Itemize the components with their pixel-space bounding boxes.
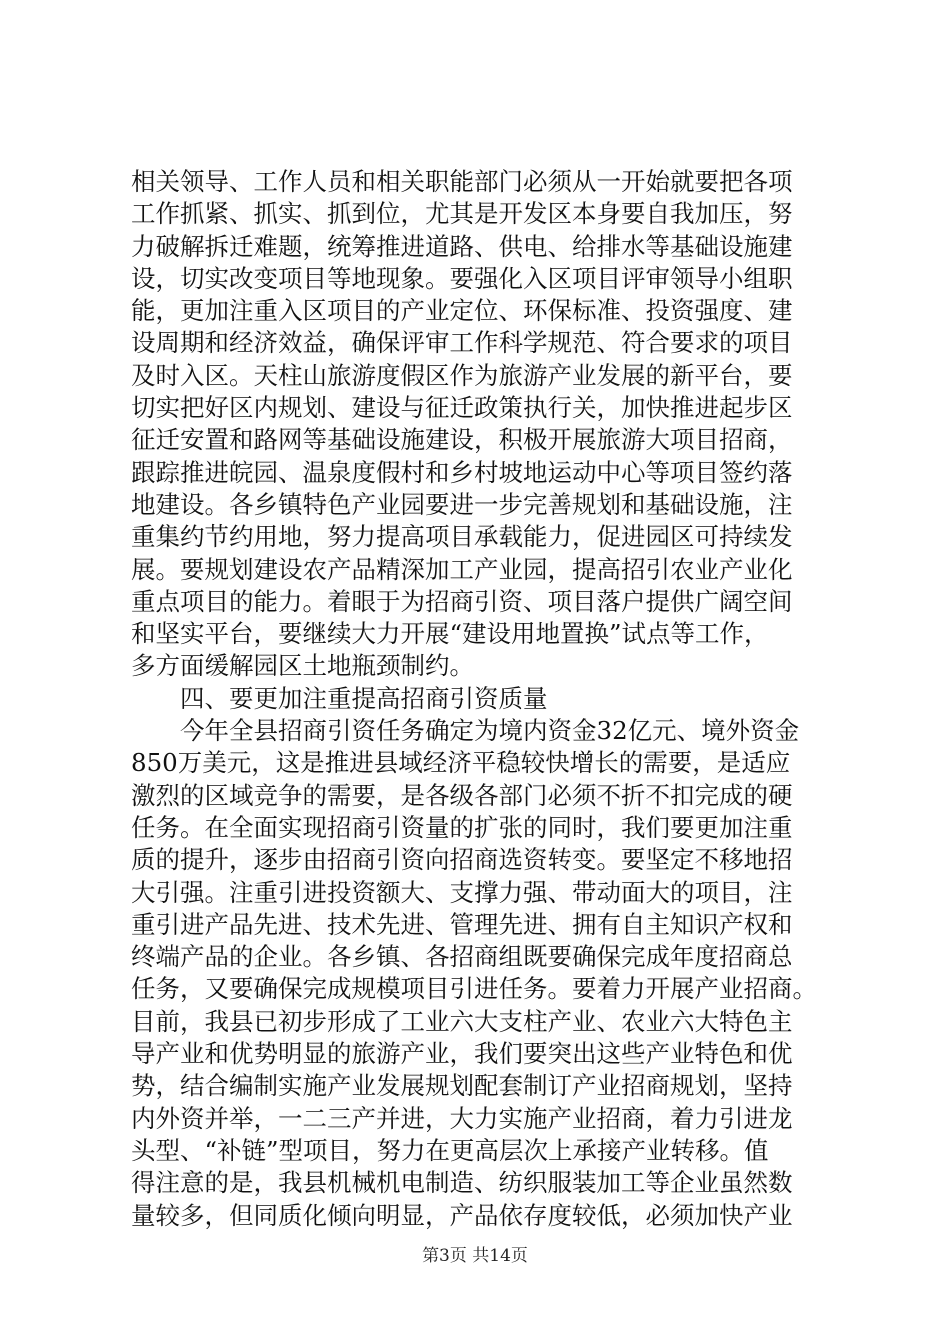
text-line: 展。要规划建设农产品精深加工产业园，提高招引农业产业化	[131, 554, 793, 584]
text-line: 量较多，但同质化倾向明显，产品依存度较低，必须加快产业	[131, 1200, 793, 1230]
text-line: 任务，又要确保完成规模项目引进任务。要着力开展产业招商。	[131, 974, 817, 1004]
text-line: 及时入区。天柱山旅游度假区作为旅游产业发展的新平台，要	[131, 360, 793, 390]
text-line: 和坚实平台，要继续大力开展“建设用地置换”试点等工作，	[131, 619, 769, 649]
section-heading: 四、要更加注重提高招商引资质量	[180, 683, 548, 713]
text-line: 850万美元，这是推进县域经济平稳较快增长的需要，是适应	[131, 748, 791, 778]
text-line: 工作抓紧、抓实、抓到位，尤其是开发区本身要自我加压，努	[131, 199, 793, 229]
text-line: 质的提升，逐步由招商引资向招商选资转变。要坚定不移地招	[131, 845, 793, 875]
text-line: 征迁安置和路网等基础设施建设，积极开展旅游大项目招商，	[131, 425, 793, 455]
text-line: 激烈的区域竞争的需要，是各级各部门必须不折不扣完成的硬	[131, 780, 793, 810]
text-line: 地建设。各乡镇特色产业园要进一步完善规划和基础设施，注	[131, 489, 793, 519]
text-line: 导产业和优势明显的旅游产业，我们要突出这些产业特色和优	[131, 1039, 793, 1069]
text-line: 跟踪推进皖园、温泉度假村和乡村坡地运动中心等项目签约落	[131, 457, 793, 487]
text-line: 得注意的是，我县机械机电制造、纺织服装加工等企业虽然数	[131, 1168, 793, 1198]
text-line: 大引强。注重引进投资额大、支撑力强、带动面大的项目，注	[131, 877, 793, 907]
paragraph-first-line: 今年全县招商引资任务确定为境内资金32亿元、境外资金	[180, 716, 800, 746]
text-line: 任务。在全面实现招商引资量的扩张的同时，我们要更加注重	[131, 812, 793, 842]
text-line: 能，更加注重入区项目的产业定位、环保标准、投资强度、建	[131, 296, 793, 326]
text-line: 设，切实改变项目等地现象。要强化入区项目评审领导小组职	[131, 263, 793, 293]
text-line: 重引进产品先进、技术先进、管理先进、拥有自主知识产权和	[131, 909, 793, 939]
text-line: 相关领导、工作人员和相关职能部门必须从一开始就要把各项	[131, 167, 793, 196]
text-line: 内外资并举，一二三产并进，大力实施产业招商，着力引进龙	[131, 1103, 793, 1133]
text-line: 头型、“补链”型项目，努力在更高层次上承接产业转移。值	[131, 1135, 769, 1165]
text-line: 重点项目的能力。着眼于为招商引资、项目落户提供广阔空间	[131, 586, 793, 616]
text-line: 重集约节约用地，努力提高项目承载能力，促进园区可持续发	[131, 522, 793, 552]
text-line: 设周期和经济效益，确保评审工作科学规范、符合要求的项目	[131, 328, 793, 358]
text-line: 目前，我县已初步形成了工业六大支柱产业、农业六大特色主	[131, 1006, 793, 1036]
text-line: 多方面缓解园区土地瓶颈制约。	[131, 651, 474, 681]
text-line: 势，结合编制实施产业发展规划配套制订产业招商规划，坚持	[131, 1071, 793, 1101]
text-line: 切实把好区内规划、建设与征迁政策执行关，加快推进起步区	[131, 393, 793, 423]
body-text	[131, 166, 831, 1232]
text-line: 力破解拆迁难题，统筹推进道路、供电、给排水等基础设施建	[131, 231, 793, 261]
page-number-footer: 第3页 共14页	[422, 1246, 528, 1266]
text-line: 终端产品的企业。各乡镇、各招商组既要确保完成年度招商总	[131, 942, 793, 972]
